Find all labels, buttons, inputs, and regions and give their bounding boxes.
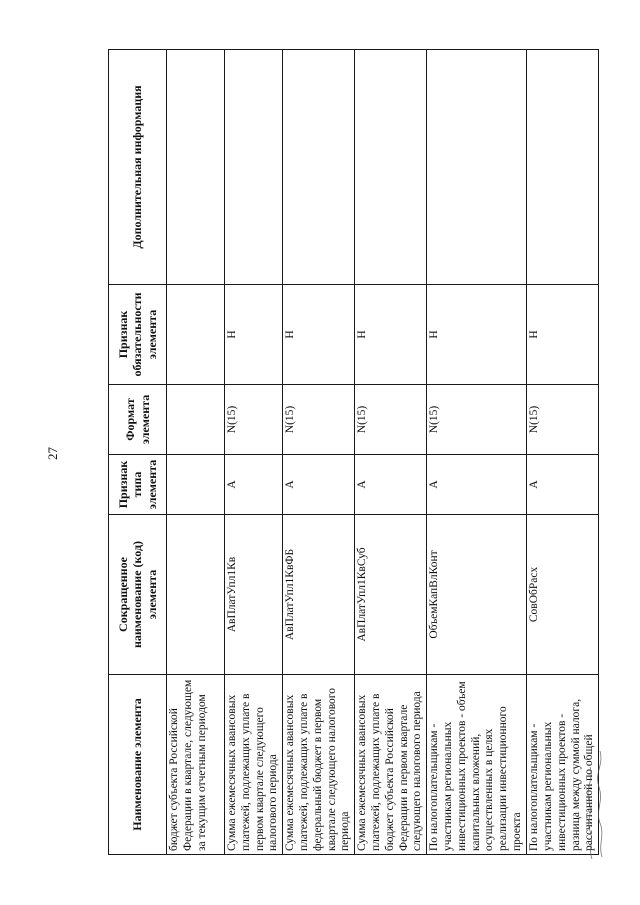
cell-element-type: А bbox=[225, 455, 283, 515]
cell-additional-info bbox=[355, 50, 427, 285]
cell-element-code: ОбъемКапВлКонт bbox=[427, 515, 527, 675]
cell-element-name: бюджет субъекта Российской Федерации в квартале, следующем за текущим отчетным периодом bbox=[167, 675, 225, 855]
cell-additional-info bbox=[427, 50, 527, 285]
table-row bbox=[225, 50, 283, 855]
registration-stamp bbox=[584, 745, 612, 863]
cell-element-name: Сумма ежемесячных авансовых платежей, подлежащих уплате в первом квартале следующего налогового периода bbox=[225, 675, 283, 855]
cell-element-code bbox=[167, 515, 225, 675]
table-row bbox=[355, 50, 427, 855]
cell-element-required: Н bbox=[355, 285, 427, 385]
cell-element-code: АвПлатУпл1Кв bbox=[225, 515, 283, 675]
table-header-row bbox=[109, 50, 167, 855]
cell-element-format: N(15) bbox=[527, 385, 599, 455]
page-number: 27 bbox=[45, 447, 60, 460]
cell-additional-info bbox=[225, 50, 283, 285]
cell-element-name: По налогоплательщикам - участникам региональных инвестиционных проектов - разница между суммой налога, рассчитанной по общей bbox=[527, 675, 599, 855]
cell-element-type: А bbox=[355, 455, 427, 515]
cell-element-required: Н bbox=[283, 285, 355, 385]
cell-element-format: N(15) bbox=[225, 385, 283, 455]
cell-element-format: N(15) bbox=[355, 385, 427, 455]
cell-element-name: По налогоплательщикам - участникам региональных инвестиционных проектов - объем капитальных вложений, осуществленных в целях реализации инвестиционного проекта bbox=[427, 675, 527, 855]
document-table bbox=[108, 49, 599, 855]
document-table-container bbox=[108, 50, 596, 855]
cell-element-required: Н bbox=[527, 285, 599, 385]
header-element-name: Наименование элемента bbox=[109, 675, 167, 855]
cell-additional-info bbox=[283, 50, 355, 285]
cell-element-code: СовОбРасх bbox=[527, 515, 599, 675]
cell-element-name: Сумма ежемесячных авансовых платежей, подлежащих уплате в бюджет субъекта Российской Федерации в первом квартале следующего налогового периода bbox=[355, 675, 427, 855]
cell-element-format: N(15) bbox=[283, 385, 355, 455]
cell-element-type bbox=[167, 455, 225, 515]
table-row bbox=[167, 50, 225, 855]
cell-additional-info bbox=[167, 50, 225, 285]
header-element-type: Признак типа элемента bbox=[109, 455, 167, 515]
header-element-required: Признак обязательности элемента bbox=[109, 285, 167, 385]
table-row bbox=[283, 50, 355, 855]
cell-element-name: Сумма ежемесячных авансовых платежей, подлежащих уплате в федеральный бюджет в первом квартале следующего налогового периода bbox=[283, 675, 355, 855]
cell-element-code: АвПлатУпл1КвСуб bbox=[355, 515, 427, 675]
stamp-scribble-icon bbox=[584, 745, 612, 863]
cell-element-required: Н bbox=[225, 285, 283, 385]
cell-additional-info bbox=[527, 50, 599, 285]
cell-element-type: А bbox=[527, 455, 599, 515]
cell-element-type: А bbox=[283, 455, 355, 515]
cell-element-format: N(15) bbox=[427, 385, 527, 455]
header-element-code: Сокращенное наименование (код) элемента bbox=[109, 515, 167, 675]
table-row bbox=[427, 50, 527, 855]
cell-element-format bbox=[167, 385, 225, 455]
cell-element-required: Н bbox=[427, 285, 527, 385]
header-additional-info: Дополнительная информация bbox=[109, 50, 167, 285]
table-row bbox=[527, 50, 599, 855]
cell-element-type: А bbox=[427, 455, 527, 515]
cell-element-required bbox=[167, 285, 225, 385]
cell-element-code: АвПлатУпл1КвФБ bbox=[283, 515, 355, 675]
header-element-format: Формат элемента bbox=[109, 385, 167, 455]
